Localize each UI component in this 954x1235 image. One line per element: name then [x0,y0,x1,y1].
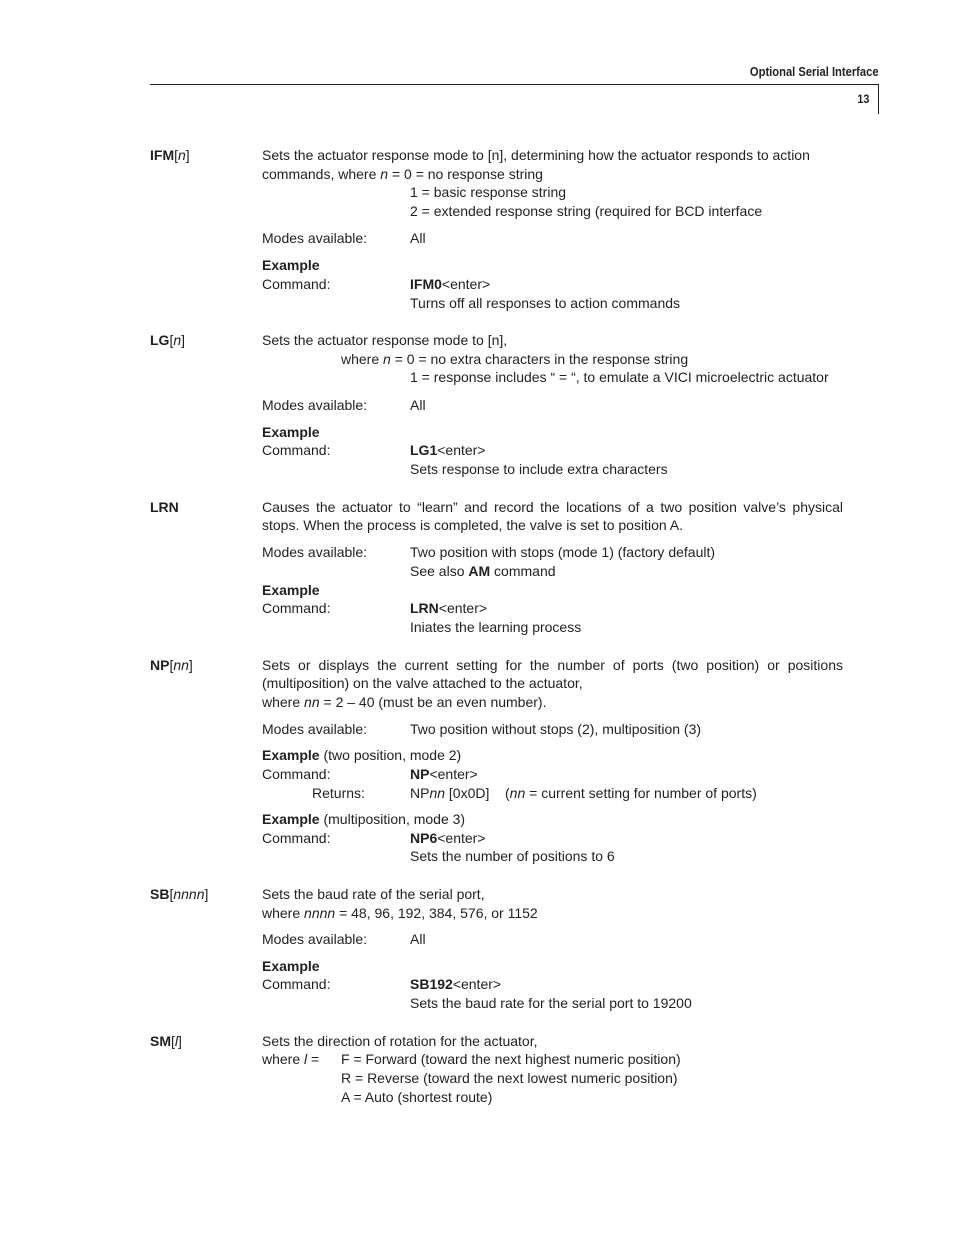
np-description-line-2: (multiposition) on the valve attached to the actuator, [262,675,583,691]
ifm-example-command: IFM0<enter> [410,276,491,292]
lrn-modes-value: Two position with stops (mode 1) (factory default) [410,544,716,560]
ifm-example-result: Turns off all responses to action commands [410,295,681,311]
np-example-2-result: Sets the number of positions to 6 [410,848,615,864]
lg-example-result: Sets response to include extra characters [410,461,668,477]
sm-description-line-1: Sets the direction of rotation for the actuator, [262,1033,538,1049]
ifm-modes-label: Modes available: [262,230,368,246]
ifm-command-label: Command: [262,276,331,292]
ifm-modes-value: All [410,230,426,246]
ifm-description-line-2: commands, where n = 0 = no response string [262,166,543,182]
np-example-2-heading: Example (multiposition, mode 3) [262,811,466,827]
sb-example-heading: Example [262,958,320,974]
sm-option-forward: F = Forward (toward the next highest numeric position) [341,1051,681,1067]
ifm-example-heading: Example [262,257,320,273]
np-example-1-returns-label: Returns: [312,785,365,801]
lg-example-heading: Example [262,424,320,440]
ifm-command-name: IFM[n] [150,147,190,163]
lg-option-1: 1 = response includes “ = “, to emulate a VICI microelectric actuator [410,369,829,385]
np-description-line-1: Sets or displays the current setting for the number of ports (two position) or positions [262,657,843,673]
np-example-1-command-label: Command: [262,766,331,782]
np-description-line-3: where nn = 2 – 40 (must be an even number). [262,694,547,710]
lrn-example-heading: Example [262,582,320,598]
np-example-2-command: NP6<enter> [410,830,486,846]
sm-command-name: SM[l] [150,1033,182,1049]
np-example-1-returns-note: (nn = current setting for number of ports) [505,785,757,801]
lg-modes-label: Modes available: [262,397,368,413]
np-modes-label: Modes available: [262,721,368,737]
lg-command-name: LG[n] [150,332,186,348]
ifm-description-line-1: Sets the actuator response mode to [n], determining how the actuator responds to action [262,147,810,163]
running-header-title: Optional Serial Interface [750,64,879,79]
lrn-modes-label: Modes available: [262,544,368,560]
page-number: 13 [856,92,869,106]
sb-modes-value: All [410,931,426,947]
lg-description-line-1: Sets the actuator response mode to [n], [262,332,508,348]
ifm-option-1: 1 = basic response string [410,184,567,200]
np-example-2-command-label: Command: [262,830,331,846]
np-example-1-heading: Example (two position, mode 2) [262,747,462,763]
page-number-rule [878,84,879,114]
header-rule [150,84,879,85]
lrn-description-line-2: stops. When the process is completed, the valve is set to position A. [262,517,683,533]
sm-description-line-2: where l = [262,1051,320,1067]
lrn-command-label: Command: [262,600,331,616]
sb-modes-label: Modes available: [262,931,368,947]
sm-option-reverse: R = Reverse (toward the next lowest numeric position) [341,1070,678,1086]
sb-command-name: SB[nnnn] [150,886,209,902]
sb-example-result: Sets the baud rate for the serial port to 19200 [410,995,692,1011]
sb-example-command: SB192<enter> [410,976,502,992]
lg-description-line-2: where n = 0 = no extra characters in the response string [341,351,689,367]
sb-description-line-1: Sets the baud rate of the serial port, [262,886,485,902]
np-example-1-command: NP<enter> [410,766,478,782]
np-example-1-returns-value: NPnn [0x0D] [410,785,490,801]
lrn-command-name: LRN [150,499,179,515]
lrn-example-command: LRN<enter> [410,600,488,616]
np-command-name: NP[nn] [150,657,193,673]
lrn-example-result: Iniates the learning process [410,619,582,635]
lg-example-command: LG1<enter> [410,442,486,458]
lg-command-label: Command: [262,442,331,458]
lrn-description-line-1: Causes the actuator to “learn” and record the locations of a two position valve’s physical [262,499,843,515]
lg-modes-value: All [410,397,426,413]
sm-option-auto: A = Auto (shortest route) [341,1089,493,1105]
ifm-option-2: 2 = extended response string (required for BCD interface [410,203,763,219]
lrn-see-also: See also AM command [410,563,556,579]
sb-command-label: Command: [262,976,331,992]
sb-description-line-2: where nnnn = 48, 96, 192, 384, 576, or 1152 [262,905,538,921]
np-modes-value: Two position without stops (2), multiposition (3) [410,721,702,737]
